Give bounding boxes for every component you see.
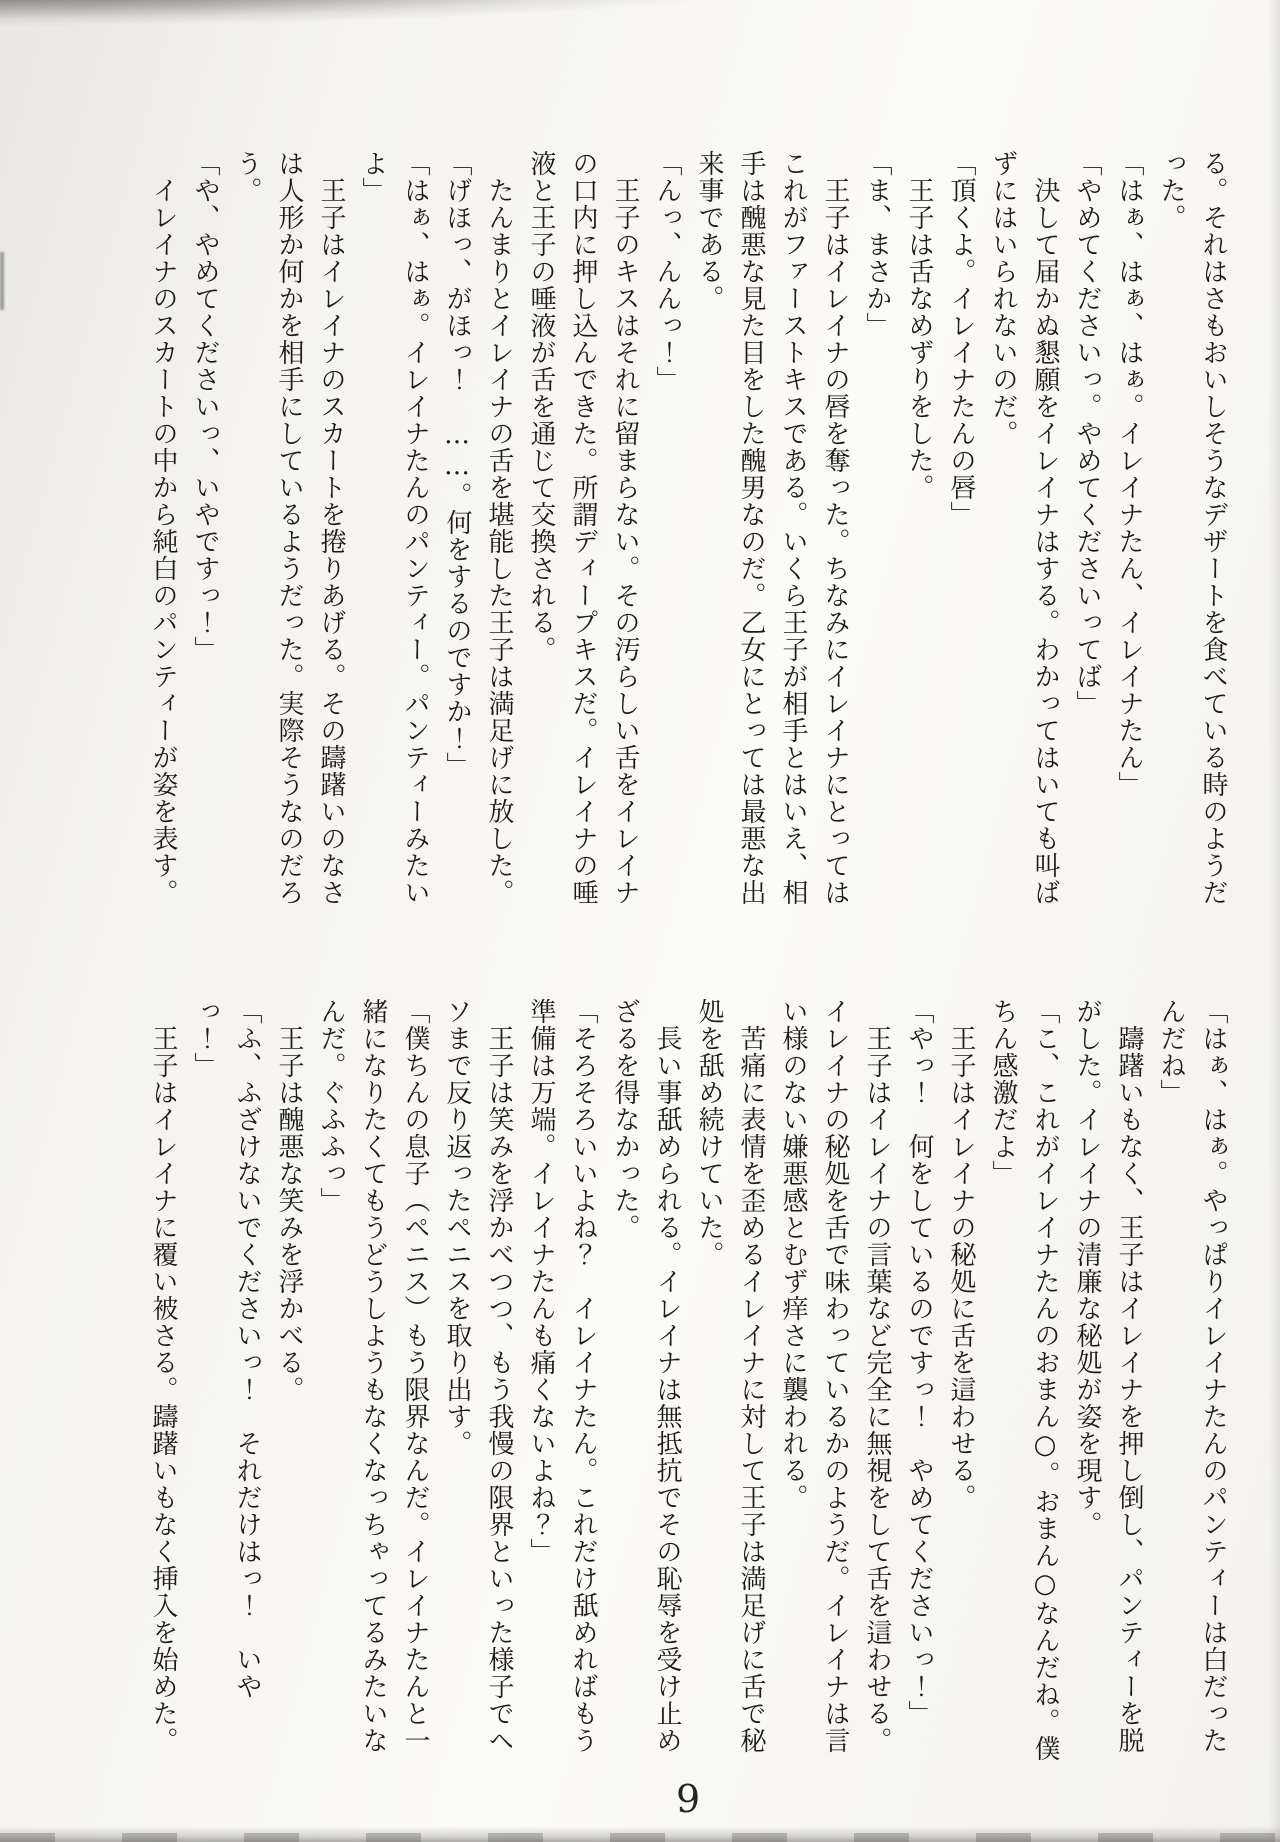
text-column: ちん感激だよ」 — [988, 998, 1018, 1187]
text-column: 「やっ！ 何をしているのですっ！ やめてくださいっ！」 — [904, 998, 934, 1727]
text-column: 「ふ、ふざけないでくださいっ！ それだけはっ！ いや — [232, 998, 262, 1700]
novel-text-upper-block — [142, 150, 1234, 912]
text-column: 「や、やめてくださいっ、いやですっ！」 — [190, 150, 220, 663]
text-column: 液と王子の唾液が舌を通じて交換される。 — [526, 150, 556, 663]
text-column: った。 — [1156, 150, 1186, 231]
text-column: 王子はイレイナの唇を奪った。ちなみにイレイナにとっては — [820, 177, 850, 906]
text-column: 「はぁ、はぁ。イレイナたんのパンティー。パンティーみたい — [400, 150, 430, 906]
text-column: 「やめてくださいっ。やめてくださいってば」 — [1072, 150, 1102, 717]
page-number: 9 — [676, 1777, 701, 1821]
text-column: 王子のキスはそれに留まらない。その汚らしい舌をイレイナ — [610, 177, 640, 906]
text-column: 「んっ、んんっ！」 — [652, 150, 682, 393]
text-column: 緒になりたくてもうどうしようもなくなっちゃってるみたいな — [358, 998, 388, 1754]
text-column: 王子はイレイナの秘処に舌を這わせる。 — [946, 1025, 976, 1511]
text-column: 王子は舌なめずりをした。 — [904, 177, 934, 501]
text-column: 「僕ちんの息子（ペニス）もう限界なんだ。イレイナたんと一 — [400, 998, 430, 1754]
text-column: 「げほっ、がほっ！ ……。何をするのですか！」 — [442, 150, 472, 779]
text-column: よ」 — [358, 150, 388, 204]
text-column: 「頂くよ。イレイナたんの唇」 — [946, 150, 976, 528]
text-column: 来事である。 — [694, 150, 724, 312]
text-column: んだ。ぐふふっ」 — [316, 998, 346, 1214]
text-column: 「はぁ、はぁ。やっぱりイレイナたんのパンティーは白だった — [1198, 998, 1228, 1754]
text-column: 「そろそろいいよね？ イレイナたん。これだけ舐めればもう — [568, 998, 598, 1754]
scan-shadow-right — [1268, 0, 1280, 1842]
text-column: 苦痛に表情を歪めるイレイナに対して王子は満足げに舌で秘 — [736, 1025, 766, 1754]
text-column: っ！」 — [190, 998, 220, 1079]
scan-shadow-bottom — [0, 1826, 1280, 1842]
text-column: 王子はイレイナに覆い被さる。躊躇いもなく挿入を始めた。 — [148, 1025, 178, 1754]
text-column: 準備は万端。イレイナたんも痛くないよね？」 — [526, 998, 556, 1565]
text-column: 「ま、まさか」 — [862, 150, 892, 339]
text-column: 決して届かぬ懇願をイレイナはする。わかってはいても叫ば — [1030, 177, 1060, 906]
text-column: 「はぁ、はぁ、はぁ。イレイナたん、イレイナたん」 — [1114, 150, 1144, 798]
text-column: イレイナのスカートの中から純白のパンティーが姿を表す。 — [148, 177, 178, 906]
text-column: 王子はイレイナのスカートを捲りあげる。その躊躇いのなさ — [316, 177, 346, 906]
novel-text-lower-block — [142, 998, 1234, 1760]
text-column: い様のない嫌悪感とむず痒さに襲われる。 — [778, 998, 808, 1511]
text-column: 躊躇いもなく、王子はイレイナを押し倒し、パンティーを脱 — [1114, 1025, 1144, 1754]
text-column: ソまで反り返ったペニスを取り出す。 — [442, 998, 472, 1457]
text-column: る。それはさもおいしそうなデザートを食べている時のようだ — [1198, 150, 1228, 906]
text-column: これがファーストキスである。いくら王子が相手とはいえ、相 — [778, 150, 808, 906]
text-column: 王子は醜悪な笑みを浮かべる。 — [274, 1025, 304, 1403]
text-column: ざるを得なかった。 — [610, 998, 640, 1241]
text-column: 手は醜悪な見た目をした醜男なのだ。乙女にとっては最悪な出 — [736, 150, 766, 906]
text-column: がした。イレイナの清廉な秘処が姿を現す。 — [1072, 998, 1102, 1538]
scan-shadow-top — [0, 0, 1280, 64]
text-column: 王子はイレイナの言葉など完全に無視をして舌を這わせる。 — [862, 1025, 892, 1754]
text-column: んだね」 — [1156, 998, 1186, 1106]
text-column: う。 — [232, 150, 262, 204]
text-column: 処を舐め続けていた。 — [694, 998, 724, 1268]
text-column: たんまりとイレイナの舌を堪能した王子は満足げに放した。 — [484, 177, 514, 906]
text-column: 「こ、これがイレイナたんのおまん○。おまん○なんだね。僕 — [1030, 998, 1060, 1762]
text-column: 長い事舐められる。イレイナは無抵抗でその恥辱を受け止め — [652, 1025, 682, 1754]
text-column: 王子は笑みを浮かべつつ、もう我慢の限界といった様子でヘ — [484, 1025, 514, 1754]
text-column: ずにはいられないのだ。 — [988, 150, 1018, 447]
text-column: の口内に押し込んできた。所謂ディープキスだ。イレイナの唾 — [568, 150, 598, 906]
text-column: イレイナの秘処を舌で味わっているかのようだ。イレイナは言 — [820, 998, 850, 1754]
scan-streak-left — [0, 252, 4, 310]
text-column: は人形か何かを相手にしているようだった。実際そうなのだろ — [274, 150, 304, 906]
